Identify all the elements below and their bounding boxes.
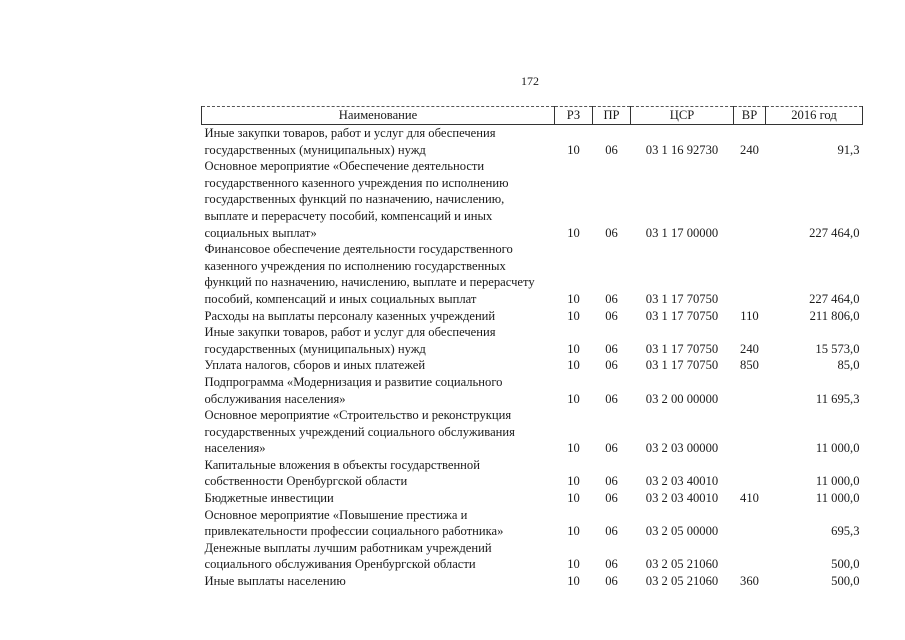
row-vr — [734, 158, 766, 241]
table-row — [202, 125, 863, 159]
row-pr: 06 — [605, 358, 618, 373]
table-row — [202, 241, 863, 307]
table-row — [202, 573, 863, 590]
row-name: Основное мероприятие «Строительство и реконструкция государственных учреждений социального обслуживания населения» — [204, 408, 515, 456]
row-rz: 10 — [567, 474, 580, 489]
row-csr: 03 1 17 70750 — [645, 341, 719, 356]
row-sum: 500,0 — [831, 574, 860, 589]
row-vr: 110 — [740, 308, 759, 323]
row-csr: 03 2 03 00000 — [645, 441, 719, 456]
row-vr: 240 — [740, 142, 759, 157]
header-row — [202, 107, 863, 125]
row-csr: 03 2 05 21060 — [645, 557, 719, 572]
row-name: Иные закупки товаров, работ и услуг для обеспечения государственных (муниципальных) нужд — [204, 126, 496, 157]
row-vr: 850 — [740, 358, 759, 373]
table-row — [202, 324, 863, 357]
row-sum: 11 000,0 — [815, 491, 860, 506]
row-name: Уплата налогов, сборов и иных платежей — [204, 358, 426, 373]
header-name: Наименование — [202, 107, 555, 125]
table-row — [202, 457, 863, 490]
row-csr: 03 1 17 70750 — [645, 358, 719, 373]
table-row — [202, 308, 863, 325]
row-sum: 227 464,0 — [809, 225, 860, 240]
row-name: Финансовое обеспечение деятельности государственного казенного учреждения по исполнению государственных функций по назначению, начислению, выплате и перерасчету пособий, компенсаций и иных социальных выплат — [204, 242, 535, 306]
row-pr: 06 — [605, 474, 618, 489]
row-csr: 03 2 03 40010 — [645, 491, 719, 506]
row-vr — [734, 540, 766, 573]
row-sum: 227 464,0 — [809, 291, 860, 306]
row-rz: 10 — [567, 225, 580, 240]
header-vr: ВР — [734, 107, 766, 125]
row-name: Капитальные вложения в объекты государственной собственности Оренбургской области — [204, 457, 480, 489]
row-csr: 03 2 00 00000 — [645, 391, 719, 406]
row-rz: 10 — [567, 358, 580, 373]
row-vr — [734, 457, 766, 490]
row-csr: 03 1 16 92730 — [645, 142, 719, 157]
page-number: 172 — [521, 74, 539, 88]
row-pr: 06 — [605, 142, 618, 157]
row-vr: 360 — [740, 574, 759, 589]
row-pr: 06 — [605, 524, 618, 539]
header-csr: ЦСР — [631, 107, 734, 125]
row-pr: 06 — [605, 574, 618, 589]
row-vr — [734, 241, 766, 307]
row-vr: 240 — [740, 341, 759, 356]
row-vr — [734, 407, 766, 457]
row-rz: 10 — [567, 341, 580, 356]
table-header — [202, 107, 863, 125]
row-sum: 15 573,0 — [815, 341, 860, 356]
row-vr: 410 — [740, 491, 759, 506]
header-pr: ПР — [593, 107, 631, 125]
row-rz: 10 — [567, 391, 580, 406]
row-name: Основное мероприятие «Обеспечение деятельности государственного казенного учреждения по исполнению государственных функций по назначению, начислению, выплате и перерасчету пособий, компенсаций и иных социальных выплат» — [204, 159, 509, 240]
row-csr: 03 1 17 70750 — [645, 308, 719, 323]
row-rz: 10 — [567, 524, 580, 539]
header-rz: РЗ — [555, 107, 593, 125]
row-pr: 06 — [605, 557, 618, 572]
row-rz: 10 — [567, 574, 580, 589]
row-name: Бюджетные инвестиции — [204, 491, 334, 506]
row-pr: 06 — [605, 441, 618, 456]
row-rz: 10 — [567, 557, 580, 572]
budget-table — [201, 106, 863, 590]
table-row — [202, 490, 863, 507]
table-body — [202, 125, 863, 590]
row-name: Денежные выплаты лучшим работникам учреждений социального обслуживания Оренбургской области — [204, 540, 492, 572]
row-name: Расходы на выплаты персоналу казенных учреждений — [204, 308, 496, 323]
row-sum: 11 000,0 — [815, 474, 860, 489]
table-row — [202, 158, 863, 241]
row-pr: 06 — [605, 225, 618, 240]
row-pr: 06 — [605, 491, 618, 506]
row-pr: 06 — [605, 308, 618, 323]
row-vr — [734, 507, 766, 540]
row-name: Иные закупки товаров, работ и услуг для обеспечения государственных (муниципальных) нужд — [204, 325, 496, 356]
row-rz: 10 — [567, 308, 580, 323]
row-name: Основное мероприятие «Повышение престижа и привлекательности профессии социального работника» — [204, 507, 504, 539]
row-sum: 11 695,3 — [815, 391, 860, 406]
row-sum: 695,3 — [831, 524, 860, 539]
row-pr: 06 — [605, 341, 618, 356]
row-sum: 85,0 — [837, 358, 860, 373]
row-name: Подпрограмма «Модернизация и развитие социального обслуживания населения» — [204, 374, 503, 406]
row-sum: 500,0 — [831, 557, 860, 572]
row-csr: 03 1 17 70750 — [645, 291, 719, 306]
table-row — [202, 507, 863, 540]
row-csr: 03 2 03 40010 — [645, 474, 719, 489]
row-sum: 11 000,0 — [815, 441, 860, 456]
row-rz: 10 — [567, 491, 580, 506]
header-sum: 2016 год — [766, 107, 863, 125]
row-name: Иные выплаты населению — [204, 574, 346, 589]
table-row — [202, 374, 863, 407]
row-csr: 03 2 05 21060 — [645, 574, 719, 589]
table-row — [202, 357, 863, 374]
row-csr: 03 2 05 00000 — [645, 524, 719, 539]
table-row — [202, 407, 863, 457]
row-pr: 06 — [605, 291, 618, 306]
row-rz: 10 — [567, 441, 580, 456]
row-rz: 10 — [567, 142, 580, 157]
row-pr: 06 — [605, 391, 618, 406]
table-row — [202, 540, 863, 573]
row-rz: 10 — [567, 291, 580, 306]
row-sum: 91,3 — [837, 142, 860, 157]
row-vr — [734, 374, 766, 407]
row-csr: 03 1 17 00000 — [645, 225, 719, 240]
row-sum: 211 806,0 — [809, 308, 860, 323]
